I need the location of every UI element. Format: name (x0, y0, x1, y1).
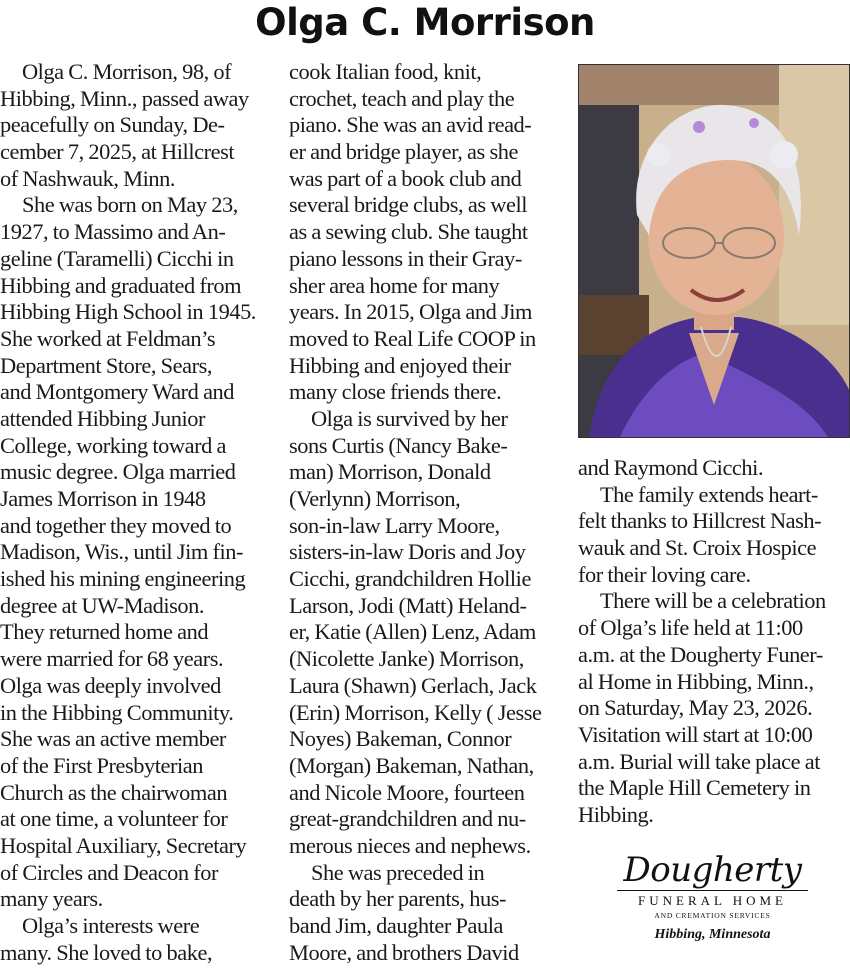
text-line: College, working toward a (0, 432, 227, 458)
text-line: (Erin) Morrison, Kelly ( Jesse (289, 699, 542, 725)
text-line: son-in-law Larry Moore, (289, 512, 500, 538)
text-line: and together they moved to (0, 512, 232, 538)
text-line: James Morrison in 1948 (0, 486, 206, 511)
text-line: Visitation will start at 10:00 (578, 721, 813, 747)
text-line: Olga was deeply involved (0, 672, 221, 698)
text-line: at one time, a volunteer for (0, 806, 228, 832)
text-line: 1927, to Massimo and An- (0, 219, 226, 245)
text-line: They returned home and (0, 619, 209, 645)
text-line: of Nashwauk, Minn. (0, 165, 175, 191)
obituary-column-2 (289, 59, 561, 966)
logo-funeral-home: FUNERAL HOME (638, 893, 787, 908)
text-line: Cicchi, grandchildren Hollie (289, 566, 531, 592)
text-line: Hibbing. (578, 801, 654, 827)
text-line: merous nieces and nephews. (289, 832, 531, 858)
text-line: Hospital Auxiliary, Secretary (0, 832, 247, 858)
text-line: of Circles and Deacon for (0, 859, 219, 885)
text-line: Olga’s interests were (0, 913, 200, 938)
text-line: in the Hibbing Community. (0, 699, 234, 725)
text-line: sisters-in-law Doris and Joy (289, 539, 526, 565)
text-line: and Nicole Moore, fourteen (289, 779, 525, 805)
text-line: er, Katie (Allen) Lenz, Adam (289, 619, 536, 645)
funeral-home-logo (605, 850, 820, 960)
text-line: sons Curtis (Nancy Bake- (289, 432, 508, 458)
text-line: were married for 68 years. (0, 646, 224, 672)
text-line: band Jim, daughter Paula (289, 913, 504, 938)
obituary-title: Olga C. Morrison (255, 1, 595, 44)
text-line: on Saturday, May 23, 2026. (578, 695, 813, 721)
text-line: and Raymond Cicchi. (578, 455, 764, 480)
text-line: Hibbing and graduated from (0, 272, 242, 298)
text-line: She was preceded in (289, 859, 485, 885)
logo-name: Dougherty (623, 850, 802, 890)
text-line: Olga C. Morrison, 98, of (0, 59, 232, 84)
text-line: and Montgomery Ward and (0, 379, 235, 405)
text-line: She was an active member (0, 726, 226, 752)
text-line: piano lessons in their Gray- (289, 245, 522, 271)
text-line: Church as the chairwoman (0, 779, 228, 805)
text-line: several bridge clubs, as well (289, 192, 528, 218)
text-line: al Home in Hibbing, Minn., (578, 668, 814, 694)
text-line: attended Hibbing Junior (0, 405, 206, 431)
text-line: many years. (0, 886, 103, 912)
text-line: cember 7, 2025, at Hillcrest (0, 139, 235, 165)
text-line: the Maple Hill Cemetery in (578, 775, 811, 801)
text-line: Laura (Shawn) Gerlach, Jack (289, 672, 537, 698)
text-line: ished his mining engineering (0, 566, 246, 592)
text-line: of Olga’s life held at 11:00 (578, 615, 803, 641)
text-line: death by her parents, hus- (289, 886, 506, 912)
text-line: a.m. Burial will take place at (578, 748, 821, 774)
text-line: of the First Presbyterian (0, 752, 204, 778)
text-line: Hibbing and enjoyed their (289, 352, 511, 378)
text-line: Madison, Wis., until Jim fin- (0, 539, 243, 565)
text-line: great-grandchildren and nu- (289, 806, 526, 832)
text-line: many. She loved to bake, (0, 939, 213, 965)
text-line: was part of a book club and (289, 165, 522, 191)
text-line: Noyes) Bakeman, Connor (289, 726, 512, 752)
text-line: The family extends heart- (578, 481, 818, 507)
text-line: There will be a celebration (578, 588, 826, 614)
text-line: She was born on May 23, (0, 192, 238, 218)
text-line: (Nicolette Janke) Morrison, (289, 646, 524, 672)
text-line: She worked at Feldman’s (0, 325, 216, 351)
text-line: music degree. Olga married (0, 459, 236, 485)
text-line: a.m. at the Dougherty Funer- (578, 641, 823, 667)
text-line: for their loving care. (578, 561, 751, 587)
text-line: Hibbing High School in 1945. (0, 299, 256, 325)
text-line: geline (Taramelli) Cicchi in (0, 245, 234, 271)
text-line: peacefully on Sunday, De- (0, 112, 225, 138)
text-line: piano. She was an avid read- (289, 112, 532, 138)
text-line: (Verlynn) Morrison, (289, 486, 461, 511)
portrait-illustration (579, 65, 850, 438)
text-line: man) Morrison, Donald (289, 459, 491, 485)
obituary-column-1 (0, 59, 272, 966)
text-line: sher area home for many (289, 272, 500, 298)
text-line: er and bridge player, as she (289, 139, 518, 165)
text-line: wauk and St. Croix Hospice (578, 535, 817, 561)
text-line: Olga is survived by her (289, 405, 508, 431)
logo-location: Hibbing, Minnesota (654, 927, 771, 942)
text-line: Moore, and brothers David (289, 939, 519, 965)
portrait-photo (578, 64, 850, 438)
obituary-column-3 (578, 455, 850, 829)
text-line: crochet, teach and play the (289, 85, 515, 111)
text-line: Larson, Jodi (Matt) Heland- (289, 592, 527, 618)
text-line: Hibbing, Minn., passed away (0, 85, 249, 111)
text-line: Department Store, Sears, (0, 352, 213, 378)
text-line: years. In 2015, Olga and Jim (289, 299, 532, 325)
text-line: as a sewing club. She taught (289, 219, 528, 245)
text-line: many close friends there. (289, 379, 502, 405)
logo-cremation-services: AND CREMATION SERVICES (654, 911, 771, 920)
text-line: cook Italian food, knit, (289, 59, 482, 84)
text-line: moved to Real Life COOP in (289, 325, 536, 351)
text-line: felt thanks to Hillcrest Nash- (578, 508, 822, 534)
text-line: (Morgan) Bakeman, Nathan, (289, 752, 534, 778)
text-line: degree at UW-Madison. (0, 592, 205, 618)
